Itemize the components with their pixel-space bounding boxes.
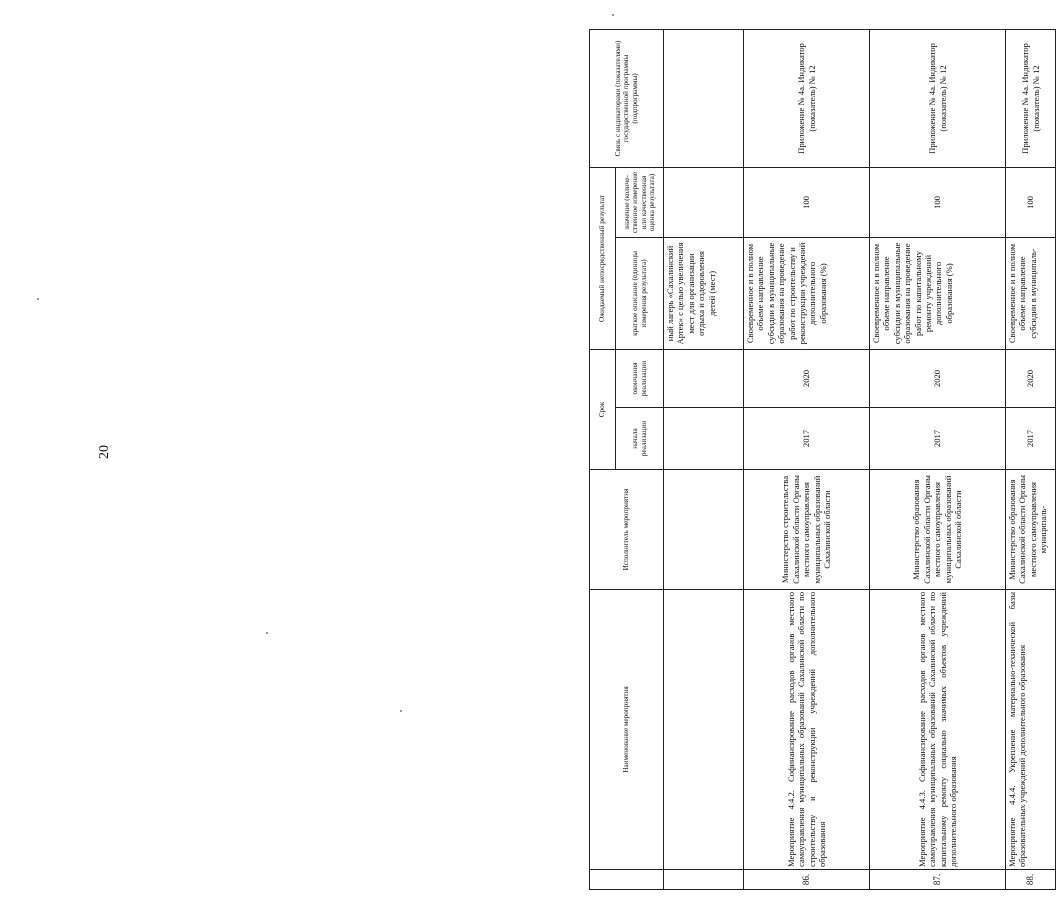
row-name: Мероприятие 4.4.2. Софинансирование расходов органов местного самоуправления муниципальных образований Сахалинской области по строительству и реконструкции учреждений дополнительного образования bbox=[744, 590, 870, 870]
row-description: ный лагерь «Сахалинский Артек» с целью увеличения мест для организации отдыха и оздоровления детей (мест) bbox=[664, 237, 744, 349]
row-link: Приложение № 4а. Индикатор (показатель) № 12 bbox=[870, 29, 1006, 167]
row-value: 100 bbox=[744, 167, 870, 237]
table-row bbox=[664, 29, 744, 889]
row-number: 86. bbox=[744, 870, 870, 890]
row-description: Своевременное и в полном объеме направление субсидии в муниципаль- bbox=[1006, 237, 1056, 349]
row-value: 100 bbox=[1006, 167, 1056, 237]
row-name: Мероприятие 4.4.4. Укрепление материально-технической базы образовательных учреждений дополнительного образования bbox=[1006, 590, 1056, 870]
row-number: 88. bbox=[1006, 870, 1056, 890]
header-link: Связь с индикаторами (показателями) государственной программы (подпрограммы) bbox=[590, 29, 664, 167]
row-executor bbox=[664, 470, 744, 590]
row-end: 2020 bbox=[1006, 349, 1056, 407]
table-row bbox=[870, 29, 1006, 889]
row-description: Своевременное и в полном объеме направление субсидии в муниципальные образования на проведение работ по капитальному ремонту учреждений дополнительного образования (%) bbox=[870, 237, 1006, 349]
row-start: 2017 bbox=[744, 408, 870, 470]
header-term: Срок bbox=[590, 349, 616, 469]
header-name: Наименование мероприятия bbox=[590, 590, 664, 870]
table-row bbox=[1006, 29, 1056, 889]
row-link bbox=[664, 29, 744, 167]
row-executor: Министерство образования Сахалинской области Органы местного самоуправления муниципаль- bbox=[1006, 470, 1056, 590]
page-number: 20 bbox=[97, 445, 112, 459]
row-executor: Министерство образования Сахалинской области Органы местного самоуправления муниципальных образований Сахалинской области bbox=[870, 470, 1006, 590]
row-start bbox=[664, 408, 744, 470]
header-start: начала реализации bbox=[616, 408, 664, 470]
row-link: Приложение № 4а. Индикатор (показатель) № 12 bbox=[1006, 29, 1056, 167]
row-executor: Министерство строительства Сахалинской области Органы местного самоуправления муниципальных образований Сахалинской области bbox=[744, 470, 870, 590]
scan-speck bbox=[37, 298, 39, 300]
row-number: 87. bbox=[870, 870, 1006, 890]
header-description: краткое описание (единицы измерения результата) bbox=[616, 237, 664, 349]
row-end: 2020 bbox=[744, 349, 870, 407]
row-number bbox=[664, 870, 744, 890]
row-end: 2020 bbox=[870, 349, 1006, 407]
scan-speck bbox=[266, 632, 268, 634]
rotated-table-wrapper bbox=[589, 30, 1059, 890]
measures-table bbox=[589, 29, 1056, 890]
scan-speck bbox=[612, 14, 614, 16]
table-row bbox=[744, 29, 870, 889]
row-name: Мероприятие 4.4.3. Софинансирование расходов органов местного самоуправления муниципальных образований Сахалинской области по капитальному ремонту социально значимых объектов учреждений дополнительного образования bbox=[870, 590, 1006, 870]
header-row-1 bbox=[590, 29, 616, 889]
header-value: значение (количе-ственное измерение или качественная оценка результата) bbox=[616, 167, 664, 237]
row-end bbox=[664, 349, 744, 407]
row-value bbox=[664, 167, 744, 237]
row-value: 100 bbox=[870, 167, 1006, 237]
header-expected: Ожидаемый непосредственный результат bbox=[590, 167, 616, 349]
header-number bbox=[590, 870, 664, 890]
header-executor: Исполнитель мероприятия bbox=[590, 470, 664, 590]
row-description: Своевременное и в полном объеме направление субсидии в муниципальные образования на проведение работ по строительству и реконструкции учреждений дополнительного образования (%) bbox=[744, 237, 870, 349]
scan-speck bbox=[400, 710, 402, 712]
row-link: Приложение № 4а. Индикатор (показатель) № 12 bbox=[744, 29, 870, 167]
row-start: 2017 bbox=[1006, 408, 1056, 470]
row-name bbox=[664, 590, 744, 870]
row-start: 2017 bbox=[870, 408, 1006, 470]
header-end: окончания реализации bbox=[616, 349, 664, 407]
